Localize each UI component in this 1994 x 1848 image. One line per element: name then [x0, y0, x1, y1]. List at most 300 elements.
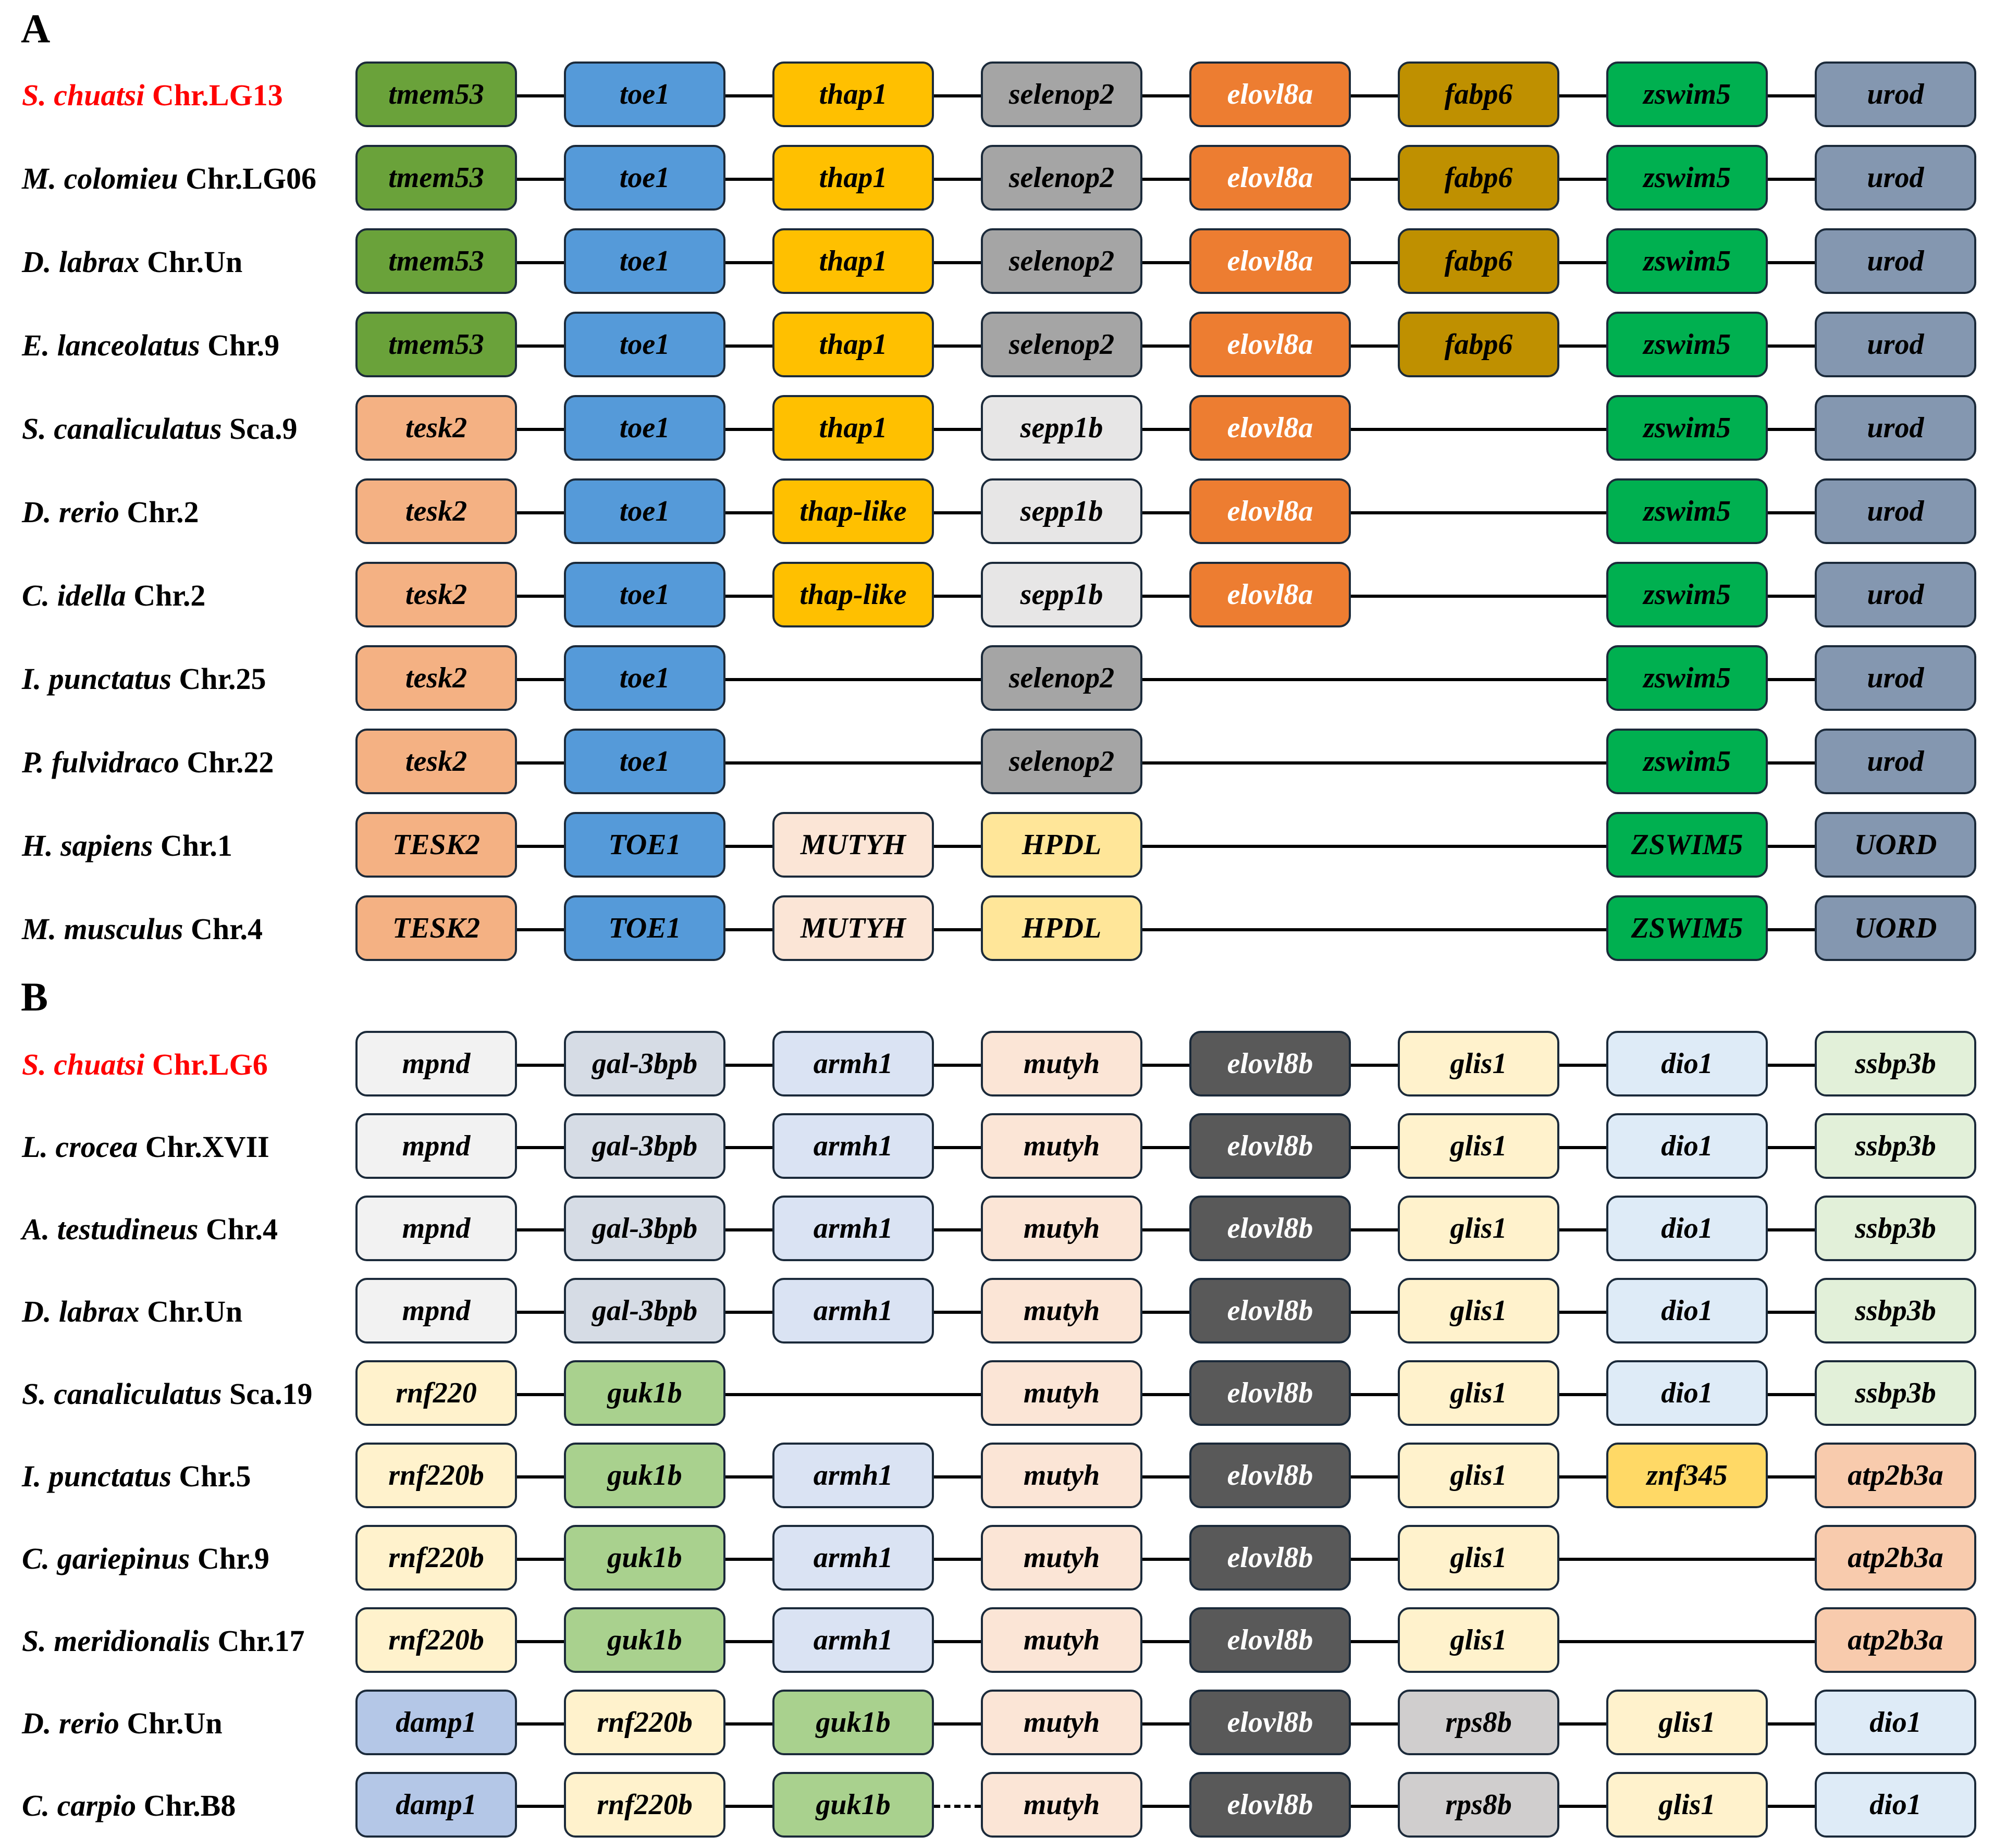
gene-connector — [1559, 261, 1606, 264]
gene-connector — [1768, 1805, 1815, 1808]
gene-connector — [1142, 1558, 1189, 1561]
gene-box-tmem53: tmem53 — [355, 145, 517, 211]
gene-box-tesk2: TESK2 — [355, 812, 517, 878]
gene-connector — [934, 1146, 981, 1149]
gene-connector — [1768, 1311, 1815, 1314]
species-name: S. meridionalis — [22, 1624, 210, 1658]
gene-box-glis1: glis1 — [1398, 1607, 1559, 1673]
synteny-row — [0, 1525, 1994, 1593]
species-label — [22, 228, 242, 296]
gene-box-toe1: toe1 — [564, 478, 725, 544]
gene-box-mpnd: mpnd — [355, 1113, 517, 1179]
gene-box-toe1: toe1 — [564, 729, 725, 794]
synteny-row — [0, 1443, 1994, 1510]
species-label — [22, 61, 283, 129]
gene-box-mutyh: mutyh — [981, 1196, 1142, 1261]
gene-box-glis1: glis1 — [1398, 1278, 1559, 1344]
gene-connector — [934, 1475, 981, 1479]
gene-box-uord: UORD — [1815, 812, 1976, 878]
synteny-row — [0, 61, 1994, 129]
gene-box-fabp6: fabp6 — [1398, 61, 1559, 127]
gene-connector — [1768, 1064, 1815, 1067]
species-label — [22, 1196, 278, 1263]
gene-connector — [934, 1558, 981, 1561]
species-name: M. colomieu — [22, 162, 178, 195]
gene-connector — [517, 845, 564, 848]
species-name: M. musculus — [22, 912, 183, 946]
gene-box-tesk2: tesk2 — [355, 478, 517, 544]
gene-box-selenop2: selenop2 — [981, 729, 1142, 794]
gene-box-zswim5: zswim5 — [1606, 145, 1768, 211]
species-label — [22, 1607, 305, 1675]
gene-box-tesk2: tesk2 — [355, 645, 517, 711]
gene-box-zswim5: zswim5 — [1606, 729, 1768, 794]
gene-box-tesk2: tesk2 — [355, 395, 517, 461]
gene-connector — [725, 845, 772, 848]
gene-box-toe1: toe1 — [564, 312, 725, 377]
gene-connector — [725, 1475, 772, 1479]
gene-connector — [1351, 178, 1398, 181]
species-label — [22, 1113, 269, 1181]
chromosome-name: Chr.Un — [127, 1706, 223, 1740]
gene-box-toe1: toe1 — [564, 61, 725, 127]
gene-box-dio1: dio1 — [1606, 1360, 1768, 1426]
gene-connector — [1351, 261, 1398, 264]
gene-connector — [1559, 1805, 1606, 1808]
gene-connector — [934, 1722, 981, 1726]
gene-box-fabp6: fabp6 — [1398, 145, 1559, 211]
gene-box-atp2b3a: atp2b3a — [1815, 1443, 1976, 1508]
gene-box-rps8b: rps8b — [1398, 1772, 1559, 1838]
species-name: I. punctatus — [22, 662, 171, 696]
gene-box-damp1: damp1 — [355, 1772, 517, 1838]
gene-connector — [725, 344, 772, 348]
gene-box-mutyh: mutyh — [981, 1772, 1142, 1838]
gene-box-mutyh: mutyh — [981, 1607, 1142, 1673]
gene-box-dio1: dio1 — [1815, 1690, 1976, 1755]
panel-label-a: A — [21, 6, 51, 51]
gene-box-elovl8b: elovl8b — [1189, 1772, 1351, 1838]
chromosome-name: Chr.4 — [190, 912, 263, 946]
gene-box-elovl8b: elovl8b — [1189, 1607, 1351, 1673]
gene-connector — [1142, 1722, 1189, 1726]
gene-box-tesk2: tesk2 — [355, 729, 517, 794]
gene-connector — [934, 94, 981, 97]
gene-box-sepp1b: sepp1b — [981, 478, 1142, 544]
gene-box-guk1b: guk1b — [564, 1443, 725, 1508]
gene-connector — [725, 1228, 772, 1231]
gene-box-ssbp3b: ssbp3b — [1815, 1196, 1976, 1261]
synteny-row — [0, 1360, 1994, 1428]
gene-box-toe1: TOE1 — [564, 812, 725, 878]
gene-box-elovl8b: elovl8b — [1189, 1196, 1351, 1261]
gene-box-gal-3bpb: gal-3bpb — [564, 1278, 725, 1344]
gene-box-selenop2: selenop2 — [981, 228, 1142, 294]
gene-connector — [725, 1640, 772, 1643]
gene-box-guk1b: guk1b — [564, 1360, 725, 1426]
gene-connector — [934, 1640, 981, 1643]
species-name: S. canaliculatus — [22, 412, 222, 446]
gene-box-dio1: dio1 — [1606, 1031, 1768, 1097]
gene-connector — [1559, 1311, 1606, 1314]
gene-connector — [725, 1064, 772, 1067]
gene-box-sepp1b: sepp1b — [981, 395, 1142, 461]
gene-connector — [934, 928, 981, 931]
gene-connector — [517, 1393, 564, 1396]
gene-box-mpnd: mpnd — [355, 1196, 517, 1261]
species-name: P. fulvidraco — [22, 745, 179, 779]
synteny-row — [0, 812, 1994, 880]
gene-box-mutyh: mutyh — [981, 1690, 1142, 1755]
gene-connector — [1768, 428, 1815, 431]
gene-connector — [517, 678, 564, 681]
gene-box-zswim5: zswim5 — [1606, 61, 1768, 127]
gene-box-armh1: armh1 — [772, 1196, 934, 1261]
species-label — [22, 645, 266, 713]
gene-box-thap-like: thap-like — [772, 478, 934, 544]
gene-box-rnf220: rnf220 — [355, 1360, 517, 1426]
gene-box-zswim5: zswim5 — [1606, 645, 1768, 711]
gene-box-dio1: dio1 — [1606, 1278, 1768, 1344]
gene-box-rnf220b: rnf220b — [564, 1772, 725, 1838]
synteny-row — [0, 145, 1994, 213]
gene-connector — [1768, 261, 1815, 264]
gene-connector — [1559, 1146, 1606, 1149]
gene-connector — [934, 428, 981, 431]
gene-connector — [1142, 261, 1189, 264]
species-label — [22, 1031, 268, 1099]
gene-box-mpnd: mpnd — [355, 1278, 517, 1344]
gene-box-thap1: thap1 — [772, 312, 934, 377]
species-label — [22, 895, 263, 963]
panel-label-b: B — [21, 974, 48, 1019]
species-label — [22, 1278, 242, 1346]
chromosome-name: Chr.2 — [133, 578, 206, 612]
species-name: A. testudineus — [22, 1212, 199, 1246]
gene-connector — [725, 595, 772, 598]
gene-connector — [517, 928, 564, 931]
gene-connector — [1559, 1475, 1606, 1479]
gene-box-toe1: toe1 — [564, 145, 725, 211]
gene-box-gal-3bpb: gal-3bpb — [564, 1031, 725, 1097]
gene-box-zswim5: zswim5 — [1606, 562, 1768, 627]
gene-box-zswim5: zswim5 — [1606, 395, 1768, 461]
gene-box-urod: urod — [1815, 312, 1976, 377]
gene-connector — [1768, 928, 1815, 931]
chromosome-name: Chr.9 — [197, 1542, 269, 1575]
gene-connector — [517, 1064, 564, 1067]
gene-connector — [1142, 1393, 1189, 1396]
species-name: H. sapiens — [22, 829, 153, 863]
chromosome-name: Sca.19 — [229, 1377, 313, 1411]
species-label — [22, 1772, 236, 1840]
gene-box-urod: urod — [1815, 145, 1976, 211]
species-label — [22, 478, 199, 546]
gene-connector — [1768, 1475, 1815, 1479]
gene-box-thap-like: thap-like — [772, 562, 934, 627]
species-name: C. gariepinus — [22, 1542, 190, 1575]
gene-box-armh1: armh1 — [772, 1443, 934, 1508]
gene-box-mutyh: MUTYH — [772, 895, 934, 961]
gene-box-hpdl: HPDL — [981, 812, 1142, 878]
gene-connector — [517, 761, 564, 765]
gene-box-fabp6: fabp6 — [1398, 312, 1559, 377]
chromosome-name: Chr.Un — [147, 1295, 243, 1328]
gene-connector — [1559, 1722, 1606, 1726]
species-name: S. canaliculatus — [22, 1377, 222, 1411]
gene-connector — [1351, 1393, 1398, 1396]
synteny-row — [0, 562, 1994, 630]
gene-box-armh1: armh1 — [772, 1278, 934, 1344]
gene-connector — [517, 428, 564, 431]
synteny-row — [0, 1196, 1994, 1263]
gene-connector — [1768, 1146, 1815, 1149]
synteny-row — [0, 1031, 1994, 1099]
gene-box-mpnd: mpnd — [355, 1031, 517, 1097]
gene-connector — [517, 1146, 564, 1149]
gene-box-znf345: znf345 — [1606, 1443, 1768, 1508]
gene-box-uord: UORD — [1815, 895, 1976, 961]
chromosome-name: Chr.2 — [127, 495, 199, 529]
gene-connector — [1142, 1146, 1189, 1149]
gene-connector — [1142, 1228, 1189, 1231]
gene-connector — [1559, 1393, 1606, 1396]
gene-box-dio1: dio1 — [1606, 1196, 1768, 1261]
gene-connector — [725, 1311, 772, 1314]
gene-box-hpdl: HPDL — [981, 895, 1142, 961]
gene-connector — [517, 1805, 564, 1808]
gene-connector — [1142, 1064, 1189, 1067]
gene-box-glis1: glis1 — [1398, 1360, 1559, 1426]
gene-connector — [934, 178, 981, 181]
gene-connector — [517, 261, 564, 264]
species-label — [22, 1443, 251, 1510]
chromosome-name: Chr.17 — [217, 1624, 305, 1658]
gene-box-selenop2: selenop2 — [981, 61, 1142, 127]
species-name: S. chuatsi — [22, 78, 145, 112]
gene-box-armh1: armh1 — [772, 1031, 934, 1097]
gene-connector — [1142, 595, 1189, 598]
gene-box-mutyh: mutyh — [981, 1278, 1142, 1344]
gene-box-thap1: thap1 — [772, 395, 934, 461]
gene-box-elovl8a: elovl8a — [1189, 228, 1351, 294]
gene-box-elovl8a: elovl8a — [1189, 478, 1351, 544]
gene-box-thap1: thap1 — [772, 145, 934, 211]
gene-connector — [1768, 344, 1815, 348]
synteny-row — [0, 645, 1994, 713]
gene-box-selenop2: selenop2 — [981, 312, 1142, 377]
gene-connector — [1142, 428, 1189, 431]
gene-connector — [517, 1228, 564, 1231]
chromosome-name: Chr.1 — [160, 829, 232, 863]
gene-box-zswim5: zswim5 — [1606, 478, 1768, 544]
gene-box-elovl8b: elovl8b — [1189, 1031, 1351, 1097]
chromosome-name: Sca.9 — [229, 412, 298, 446]
gene-connector — [1768, 94, 1815, 97]
gene-box-toe1: TOE1 — [564, 895, 725, 961]
synteny-row — [0, 312, 1994, 379]
gene-connector — [934, 1311, 981, 1314]
synteny-row — [0, 228, 1994, 296]
gene-box-armh1: armh1 — [772, 1113, 934, 1179]
gene-box-armh1: armh1 — [772, 1525, 934, 1591]
gene-connector — [725, 1393, 981, 1396]
gene-connector — [1351, 1475, 1398, 1479]
gene-box-glis1: glis1 — [1398, 1525, 1559, 1591]
gene-box-gal-3bpb: gal-3bpb — [564, 1196, 725, 1261]
gene-connector — [1351, 94, 1398, 97]
gene-connector — [725, 928, 772, 931]
gene-connector — [1768, 678, 1815, 681]
chromosome-name: Chr.22 — [187, 745, 274, 779]
species-name: C. carpio — [22, 1789, 137, 1822]
species-label — [22, 1690, 223, 1757]
gene-connector — [517, 1722, 564, 1726]
gene-box-tesk2: tesk2 — [355, 562, 517, 627]
species-label — [22, 729, 274, 796]
gene-box-glis1: glis1 — [1398, 1031, 1559, 1097]
gene-connector — [517, 178, 564, 181]
species-label — [22, 562, 205, 630]
synteny-row — [0, 729, 1994, 796]
gene-connector — [725, 1146, 772, 1149]
gene-connector — [1351, 1805, 1398, 1808]
species-label — [22, 1525, 269, 1593]
gene-connector — [1351, 1146, 1398, 1149]
chromosome-name: Chr.B8 — [143, 1789, 236, 1822]
gene-box-elovl8b: elovl8b — [1189, 1278, 1351, 1344]
gene-connector — [517, 1640, 564, 1643]
synteny-row — [0, 1278, 1994, 1346]
gene-box-guk1b: guk1b — [564, 1525, 725, 1591]
synteny-row — [0, 1690, 1994, 1757]
gene-box-mutyh: mutyh — [981, 1360, 1142, 1426]
gene-box-rnf220b: rnf220b — [355, 1443, 517, 1508]
species-label — [22, 312, 279, 379]
gene-connector — [1351, 1228, 1398, 1231]
gene-connector — [1142, 94, 1189, 97]
gene-box-mutyh: mutyh — [981, 1443, 1142, 1508]
gene-connector — [1768, 511, 1815, 514]
chromosome-name: Chr.4 — [205, 1212, 278, 1246]
gene-box-glis1: glis1 — [1398, 1443, 1559, 1508]
gene-box-gal-3bpb: gal-3bpb — [564, 1113, 725, 1179]
chromosome-name: Chr.LG06 — [186, 162, 317, 195]
species-name: C. idella — [22, 578, 126, 612]
gene-box-mutyh: mutyh — [981, 1031, 1142, 1097]
gene-box-selenop2: selenop2 — [981, 645, 1142, 711]
gene-connector — [725, 511, 772, 514]
gene-connector — [1142, 845, 1606, 848]
synteny-row — [0, 478, 1994, 546]
gene-box-zswim5: zswim5 — [1606, 312, 1768, 377]
species-label — [22, 1360, 313, 1428]
gene-connector — [517, 1311, 564, 1314]
gene-connector — [934, 595, 981, 598]
gene-connector — [1142, 178, 1189, 181]
gene-connector — [1351, 1311, 1398, 1314]
gene-box-zswim5: ZSWIM5 — [1606, 812, 1768, 878]
gene-connector — [1559, 1064, 1606, 1067]
gene-box-ssbp3b: ssbp3b — [1815, 1360, 1976, 1426]
gene-box-elovl8b: elovl8b — [1189, 1113, 1351, 1179]
gene-connector — [1768, 1393, 1815, 1396]
gene-connector — [1351, 1558, 1398, 1561]
gene-connector — [517, 94, 564, 97]
gene-connector — [1351, 1722, 1398, 1726]
gene-box-urod: urod — [1815, 645, 1976, 711]
gene-connector — [1142, 1475, 1189, 1479]
species-name: D. rerio — [22, 495, 119, 529]
gene-box-rnf220b: rnf220b — [355, 1607, 517, 1673]
gene-box-selenop2: selenop2 — [981, 145, 1142, 211]
gene-connector — [725, 1558, 772, 1561]
gene-box-glis1: glis1 — [1606, 1690, 1768, 1755]
gene-connector — [1142, 1311, 1189, 1314]
gene-box-damp1: damp1 — [355, 1690, 517, 1755]
gene-box-elovl8a: elovl8a — [1189, 562, 1351, 627]
gene-connector — [517, 595, 564, 598]
gene-connector — [1142, 1640, 1189, 1643]
gene-box-urod: urod — [1815, 729, 1976, 794]
gene-box-elovl8a: elovl8a — [1189, 145, 1351, 211]
gene-connector — [725, 678, 981, 681]
gene-box-thap1: thap1 — [772, 61, 934, 127]
gene-box-toe1: toe1 — [564, 562, 725, 627]
gene-connector — [1351, 428, 1606, 431]
gene-connector — [725, 1722, 772, 1726]
gene-box-urod: urod — [1815, 395, 1976, 461]
gene-box-dio1: dio1 — [1815, 1772, 1976, 1838]
gene-box-ssbp3b: ssbp3b — [1815, 1113, 1976, 1179]
synteny-row — [0, 1772, 1994, 1840]
gene-box-tmem53: tmem53 — [355, 312, 517, 377]
gene-connector — [517, 1558, 564, 1561]
species-label — [22, 145, 316, 213]
gene-connector — [934, 1805, 981, 1808]
gene-connector — [1142, 928, 1606, 931]
gene-box-ssbp3b: ssbp3b — [1815, 1278, 1976, 1344]
gene-box-elovl8b: elovl8b — [1189, 1690, 1351, 1755]
gene-box-tmem53: tmem53 — [355, 61, 517, 127]
species-name: D. rerio — [22, 1706, 119, 1740]
gene-connector — [1559, 1228, 1606, 1231]
gene-box-glis1: glis1 — [1398, 1113, 1559, 1179]
gene-connector — [1142, 511, 1189, 514]
gene-box-urod: urod — [1815, 228, 1976, 294]
synteny-row — [0, 895, 1994, 963]
gene-connector — [1351, 344, 1398, 348]
synteny-row — [0, 1113, 1994, 1181]
gene-box-dio1: dio1 — [1606, 1113, 1768, 1179]
species-name: I. punctatus — [22, 1459, 171, 1493]
gene-box-tesk2: TESK2 — [355, 895, 517, 961]
gene-connector — [1351, 595, 1606, 598]
gene-connector — [1768, 1228, 1815, 1231]
gene-connector — [1768, 178, 1815, 181]
gene-box-guk1b: guk1b — [772, 1772, 934, 1838]
gene-box-mutyh: mutyh — [981, 1525, 1142, 1591]
gene-box-armh1: armh1 — [772, 1607, 934, 1673]
synteny-row — [0, 1607, 1994, 1675]
gene-connector — [1351, 511, 1606, 514]
gene-box-guk1b: guk1b — [772, 1690, 934, 1755]
gene-box-toe1: toe1 — [564, 395, 725, 461]
species-label — [22, 395, 298, 463]
gene-connector — [934, 845, 981, 848]
gene-box-elovl8b: elovl8b — [1189, 1443, 1351, 1508]
gene-connector — [725, 761, 981, 765]
